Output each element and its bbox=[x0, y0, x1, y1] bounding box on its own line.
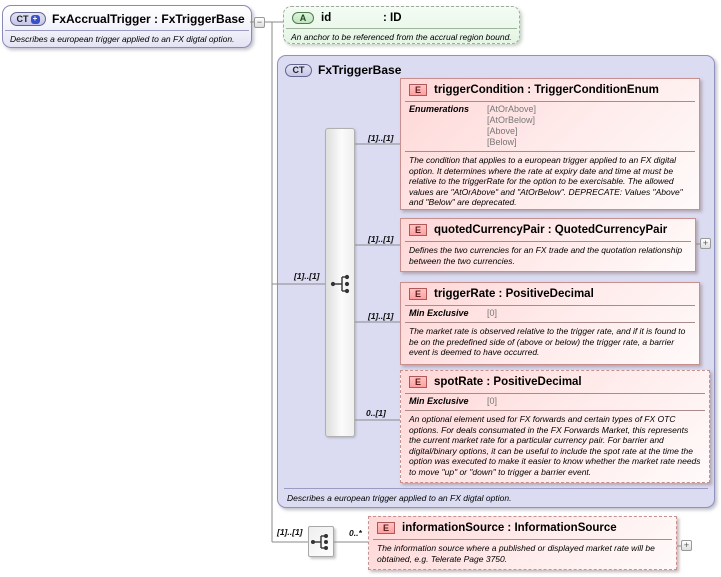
root-type-title: FxAccrualTrigger : FxTriggerBase bbox=[52, 12, 245, 26]
divider bbox=[284, 488, 708, 489]
facet-label: Min Exclusive bbox=[409, 396, 469, 406]
element-description: The information source where a published or displayed market rate will be obtained, e.g. Telerate Page 3750. bbox=[377, 543, 655, 564]
facet-label: Min Exclusive bbox=[409, 308, 469, 318]
attribute-id-title bbox=[321, 12, 402, 24]
facet-value: [0] bbox=[487, 396, 498, 406]
attribute-icon: A bbox=[292, 12, 314, 24]
attribute-id-node[interactable] bbox=[283, 6, 520, 44]
attribute-id-name: id bbox=[321, 11, 332, 24]
enumeration-values bbox=[487, 104, 536, 148]
expand-toggle-icon[interactable]: + bbox=[681, 540, 692, 551]
sequence-icon bbox=[310, 531, 332, 553]
enumeration-value: [Above] bbox=[487, 126, 518, 136]
cardinality-label: 0..[1] bbox=[366, 408, 386, 418]
element-title: spotRate : PositiveDecimal bbox=[434, 376, 582, 388]
complex-type-derived-icon bbox=[10, 12, 46, 26]
element-quoted-currency-pair[interactable] bbox=[400, 218, 696, 272]
element-icon: E bbox=[409, 288, 427, 300]
complex-type-badge-label: CT bbox=[16, 14, 29, 24]
facet-value: [0] bbox=[487, 308, 498, 318]
root-type-node[interactable] bbox=[2, 5, 252, 48]
enumeration-value: [AtOrAbove] bbox=[487, 104, 537, 114]
root-type-description: Describes a european trigger applied to an FX digtal option. bbox=[10, 34, 235, 44]
base-type-description: Describes a european trigger applied to an FX digtal option. bbox=[287, 493, 512, 503]
element-description: The condition that applies to a european trigger applied to an FX digital option. It determines where the rate at expiry date and time at must be relative to the triggerRate for the option to be exercisable. The allowed values are "AtOrAbove" and "AtOrBelow". DEPRECATE: Values "Above" and "Below" are deprecated. bbox=[409, 155, 683, 208]
element-title: triggerCondition : TriggerConditionEnum bbox=[434, 84, 659, 96]
sequence-icon bbox=[329, 272, 353, 296]
element-description: The market rate is observed relative to the trigger rate, and if it is found to be on the predefined side of (above or below) the trigger rate, a barrier event is deemed to have occurred. bbox=[409, 326, 686, 358]
cardinality-label: [1]..[1] bbox=[368, 311, 394, 321]
cardinality-label: [1]..[1] bbox=[277, 527, 303, 537]
element-icon: E bbox=[409, 84, 427, 96]
element-description: An optional element used for FX forwards and certain types of FX OTC options. For deals consumated in the FX Forwards Market, this represents the current market rate for a particular currency pair. For barrier and digital/binary options, it can be useful to include the spot rate at the time the option was executed to make it easier to know whether the market rate needs to move "up" or "down" to trigger a barrier event. bbox=[409, 414, 701, 477]
complex-type-icon: CT bbox=[285, 64, 312, 77]
facet-label: Enumerations bbox=[409, 104, 470, 114]
element-icon: E bbox=[377, 522, 395, 534]
collapse-toggle-icon[interactable]: − bbox=[254, 17, 265, 28]
expand-toggle-icon[interactable]: + bbox=[700, 238, 711, 249]
derivation-plus-icon: + bbox=[31, 15, 40, 24]
cardinality-label: [1]..[1] bbox=[294, 271, 320, 281]
enumeration-value: [AtOrBelow] bbox=[487, 115, 536, 125]
cardinality-label: [1]..[1] bbox=[368, 133, 394, 143]
base-type-title: FxTriggerBase bbox=[318, 63, 402, 77]
element-spot-rate[interactable] bbox=[400, 370, 710, 483]
attribute-id-description: An anchor to be referenced from the accrual region bound. bbox=[291, 32, 512, 42]
attribute-id-type: : ID bbox=[383, 11, 402, 24]
element-trigger-rate[interactable] bbox=[400, 282, 700, 365]
element-title: quotedCurrencyPair : QuotedCurrencyPair bbox=[434, 224, 668, 236]
element-title: informationSource : InformationSource bbox=[402, 522, 617, 534]
element-title: triggerRate : PositiveDecimal bbox=[434, 288, 594, 300]
element-trigger-condition[interactable] bbox=[400, 78, 700, 210]
element-icon: E bbox=[409, 376, 427, 388]
element-information-source[interactable] bbox=[368, 516, 677, 570]
extension-sequence-compositor[interactable] bbox=[308, 526, 334, 557]
element-description: Defines the two currencies for an FX trade and the quotation relationship between the two currencies. bbox=[409, 245, 683, 266]
cardinality-label: [1]..[1] bbox=[368, 234, 394, 244]
cardinality-label: 0..* bbox=[349, 528, 362, 538]
enumeration-value: [Below] bbox=[487, 137, 517, 147]
element-icon: E bbox=[409, 224, 427, 236]
